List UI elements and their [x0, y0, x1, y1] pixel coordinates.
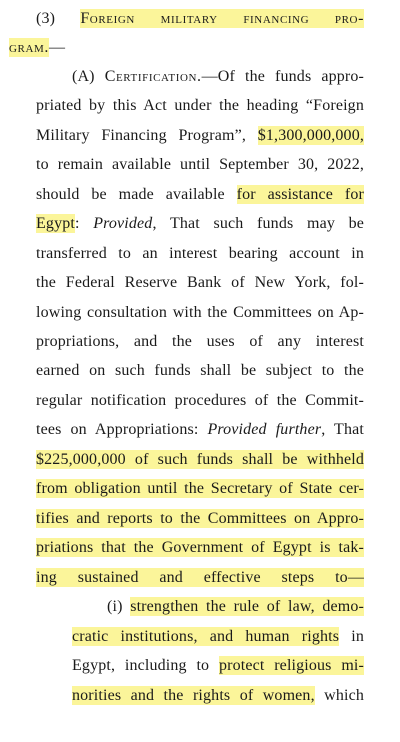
- text-run: priated by this Act under the heading “Foreign: [36, 97, 364, 114]
- text-run: Provided: [93, 215, 153, 232]
- text-line: [36, 273, 364, 293]
- text-run: —Of the funds appro-: [201, 68, 364, 85]
- text-run: regular notification procedures of the Commit-: [36, 392, 364, 409]
- text-run: (3): [36, 10, 81, 27]
- text-run: :: [74, 215, 94, 232]
- highlighted-text: for assistance for: [236, 186, 364, 203]
- text-line: [36, 9, 364, 29]
- text-run: (i): [107, 598, 131, 615]
- text-run: the Federal Reserve Bank of New York, fol-: [36, 274, 364, 291]
- text-line: [9, 38, 65, 58]
- highlighted-text: ing sustained and effective steps to—: [36, 569, 364, 586]
- text-line: [36, 509, 364, 529]
- text-line: [72, 686, 364, 706]
- highlighted-text: $1,300,000,000,: [257, 127, 364, 144]
- text-line: [36, 538, 364, 558]
- highlighted-text: Egypt: [36, 215, 75, 232]
- highlighted-text: Foreign military financing pro-: [80, 10, 364, 27]
- text-line: [36, 303, 364, 323]
- text-run: Certification.: [104, 68, 202, 85]
- text-run: transferred to an interest bearing account in: [36, 245, 364, 262]
- text-line: [36, 391, 364, 411]
- text-run: to remain available until September 30, 2022,: [36, 156, 364, 173]
- text-line: [107, 597, 364, 617]
- text-run: Military Financing Program”,: [36, 127, 258, 144]
- text-line: [36, 420, 364, 440]
- text-line: [36, 214, 364, 234]
- highlighted-text: $225,000,000 of such funds shall be withheld: [36, 451, 364, 468]
- highlighted-text: from obligation until the Secretary of State cer-: [36, 480, 364, 497]
- text-line: [36, 185, 364, 205]
- text-line: [36, 332, 364, 352]
- text-line: [36, 479, 364, 499]
- text-line: [36, 361, 364, 381]
- text-run: in: [339, 628, 364, 645]
- text-run: lowing consultation with the Committees on Ap-: [36, 304, 364, 321]
- text-run: Egypt, including to: [72, 657, 219, 674]
- text-line: [72, 627, 364, 647]
- text-run: should be made available: [36, 186, 237, 203]
- text-run: Provided further: [207, 421, 322, 438]
- text-run: , That such funds may be: [152, 215, 365, 232]
- text-run: (A): [72, 68, 105, 85]
- highlighted-text: strengthen the rule of law, demo-: [130, 598, 364, 615]
- text-line: [36, 96, 364, 116]
- highlighted-text: protect religious mi-: [218, 657, 364, 674]
- text-line: [72, 656, 364, 676]
- text-line: [36, 568, 364, 588]
- text-run: propriations, and the uses of any interest: [36, 333, 364, 350]
- text-line: [72, 67, 364, 87]
- text-line: [36, 155, 364, 175]
- text-run: tees on Appropriations:: [36, 421, 208, 438]
- text-run: which: [314, 687, 364, 704]
- highlighted-text: gram.: [9, 39, 50, 56]
- highlighted-text: priations that the Government of Egypt is tak-: [36, 539, 364, 556]
- highlighted-text: norities and the rights of women,: [72, 687, 315, 704]
- text-line: [36, 450, 364, 470]
- text-line: [36, 244, 364, 264]
- text-line: [36, 126, 364, 146]
- text-run: , That: [321, 421, 364, 438]
- highlighted-text: cratic institutions, and human rights: [72, 628, 340, 645]
- highlighted-text: tifies and reports to the Committees on Appro-: [36, 510, 364, 527]
- text-run: —: [49, 39, 66, 56]
- text-run: earned on such funds shall be subject to the: [36, 362, 364, 379]
